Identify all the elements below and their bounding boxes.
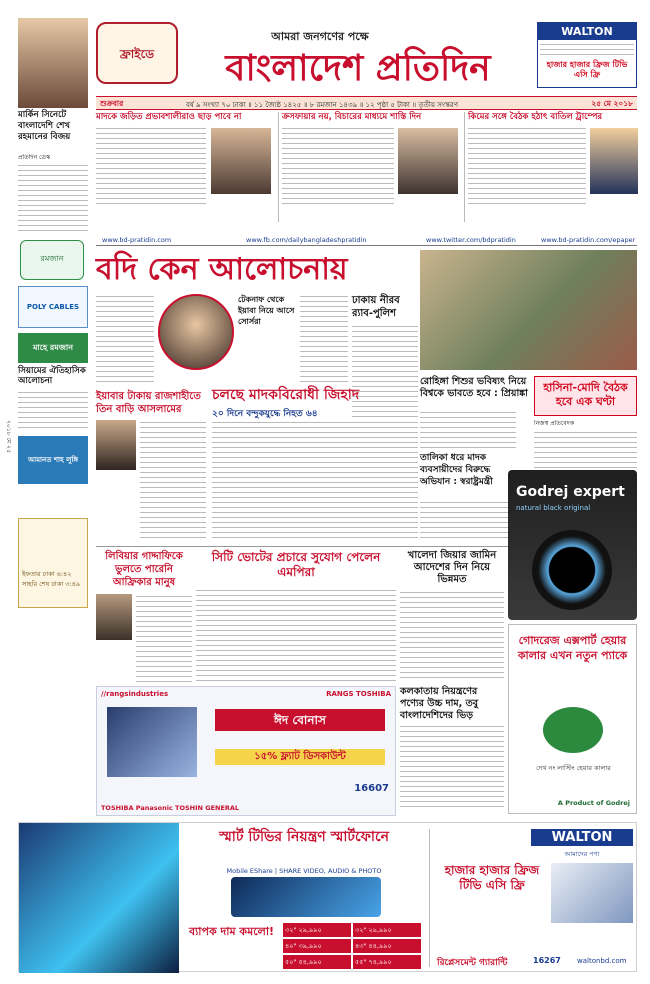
walton-slogan: আমাদের পণ্য [564,850,600,858]
hasina-byline: নিজস্ব প্রতিবেদক [534,420,575,427]
teaser-2-headline: ক্রসফায়ার নয়, বিচারের মাধ্যমে শাস্তি দিন [282,112,422,122]
left-column [18,18,88,618]
ramadan-label: রমজান [40,254,64,263]
walton-eshare: Mobile EShare | SHARE VIDEO, AUDIO & PHOTO [226,867,382,875]
walton-top-promo: হাজার হাজার ফ্রিজ টিভি এসি ফ্রি [546,60,628,79]
list-story-headline: তালিকা ধরে মাদক ব্যবসায়ীদের বিরুদ্ধে অভিযান : স্বরাষ্ট্রমন্ত্রী [420,453,493,487]
rohingya-body [420,410,516,450]
friday-badge [96,22,178,84]
lead-portrait [158,294,234,370]
price-1: ৩২" ২৯,৯৯০ [283,923,351,937]
rangs-bonus: ঈদ বোনাস [215,709,385,731]
walton-bottom-ad [18,822,637,972]
price-5: ৫০" ৫৪,৯৯০ [283,955,351,969]
rangs-ad [96,686,396,816]
teaser-1-headline: মাদকে জড়িত প্রভাবশালীরাও ছাড় পাবে না [96,112,242,122]
godrej-ad [508,470,637,620]
ramadan-body [18,390,88,430]
columnist-body [18,163,88,235]
hasina-modi-box [534,376,637,416]
secondary-subhead: ২০ দিনে বন্দুকযুদ্ধে নিহত ৬৪ [212,409,318,419]
dateline-bar [96,96,637,110]
hasina-modi-headline: হাসিনা-মোদি বৈঠক হবে এক ঘণ্টা [543,381,628,408]
teaser-3-headline: কিমের সঙ্গে বৈঠক হঠাৎ বাতিল ট্রাম্পের [468,112,603,122]
iftar-time: ইফতার ঢাকা ৬:৪২ [22,570,72,578]
mahe-label: মাহে রমজান [32,343,74,352]
walton-gift: হাজার হাজার ফ্রিজ টিভি এসি ফ্রি [444,863,540,892]
khaleda-headline: খালেদা জিয়ার জামিন আদেশের দিন নিয়ে ভিন্নমত [407,550,497,585]
teaser-2 [282,112,460,222]
price-2: ৩২" ২৯,৯৯০ [353,923,421,937]
vertical-date: ২০১৮ মে ২৫ [5,420,12,453]
walton-hotline: 16267 [533,956,561,965]
rangs-brand: RANGS TOSHIBA [326,690,391,698]
list-story-body [420,500,516,540]
walton-guarantee: রিপ্লেসমেন্ট গ্যারান্টি [437,958,508,968]
libya-headline: লিবিয়ার গাদ্দাফিকে ভুলতে পারেনি আফ্রিকার মানুষ [105,551,183,588]
walton-top-brand: WALTON [538,23,636,40]
link-epaper[interactable]: www.bd-pratidin.com/epaper [541,236,636,244]
teaser-3 [468,112,638,222]
walton-web: waltonbd.com [577,957,627,965]
newspaper-logo[interactable]: বাংলাদেশ প্রতিদিন [225,47,491,89]
rohingya-headline: রোহিঙ্গা শিশুর ভবিষ্যৎ নিয়ে বিশ্বকে ভাবতে হবে : প্রিয়াঙ্কা [420,376,528,399]
columnist-photo [18,18,88,108]
teaser-1 [96,112,274,222]
friday-badge-label: ফ্রাইডে [119,47,155,61]
walton-brand: WALTON [531,829,633,846]
lead-col-2 [300,294,348,382]
godrej-text-ad [508,624,637,814]
rangs-url: //rangsindustries [101,690,169,698]
price-6: ৫৫" ৭৪,৯৯০ [353,955,421,969]
meeting-photo [420,250,637,370]
secondary-headline: চলছে মাদকবিরোধী জিহাদ [212,387,360,403]
godrej-brand: Godrej expert [516,484,625,500]
rangs-hotline: 16607 [354,783,389,794]
lead-subhead: ঢাকায় নীরব র‌্যাব-পুলিশ [352,295,400,319]
secondary-body [212,420,418,538]
side-story-photo [96,420,136,470]
godrej-tag: natural black original [516,504,591,512]
link-web[interactable]: www.bd-pratidin.com [102,236,172,244]
kolkata-body [400,724,504,808]
lead-box: টেকনাফ থেকে ইয়াবা নিয়ে আসে সোর্সরা [238,295,295,326]
walton-price-head: ব্যাপক দাম কমলো! [189,925,275,938]
amantu-label: আমানত শাহ লুঙ্গি [27,456,79,464]
columnist-headline: মার্কিন সিনেটে বাংলাদেশি শেখ রহমানের বিজয় [18,110,71,142]
godrej-head: গোদরেজ এক্সপার্ট হেয়ার কালার এখন নতুন প্যাকে [517,634,628,662]
cables-ad [18,286,88,328]
walton-ad-image [19,823,179,973]
social-bar [96,236,637,246]
godrej-sub: দেখ নং লাস্টিং হেয়ার কালার [536,764,611,772]
dateline-day: শুক্রবার [100,99,124,108]
kolkata-headline: কলকাতায় নিয়ন্ত্রণের পণ্যের উচ্চ দাম, তবু বাংলাদেশিদের ভিড় [400,686,478,721]
ramadan-ad [20,240,84,280]
rangs-brands: TOSHIBA Panasonic TOSHIN GENERAL [101,804,240,812]
walton-smart-head: স্মার্ট টিভির নিয়ন্ত্রণ স্মার্টফোনে [219,829,389,845]
rangs-discount: ১৫% ফ্ল্যাট ডিসকাউন্ট [215,749,385,765]
side-story-headline: ইয়াবার টাকায় রাজশাহীতে তিন বাড়ি আসলামের [96,391,201,415]
tagline: আমরা জনগণের পক্ষে [271,30,369,43]
amantu-ad [18,436,88,484]
iftar-box [18,518,88,608]
lead-headline: বদি কেন আলোচনায় [96,252,348,287]
side-story-body [140,420,206,538]
walton-top-ad [537,22,637,88]
cables-label: POLY CABLES [26,303,80,311]
walton-price-grid [283,923,423,969]
godrej-foot: A Product of Godrej [557,799,630,807]
gaddafi-photo [96,594,132,640]
link-facebook[interactable]: www.fb.com/dailybangladeshpratidin [246,236,367,244]
libya-body [136,594,192,682]
price-4: ৪৩" ৪৪,৯৯০ [353,939,421,953]
lead-col-1 [96,294,154,382]
dateline-info: বর্ষ ৯ সংখ্যা ৭০ ঢাকা ॥ ১১ জ্যৈষ্ঠ ১৪২৫ ॥ ৮ রমজান ১৪৩৯ ॥ ১২ পৃষ্ঠা ৫ টাকা ॥ তৃতীয় সংস্করণ [186,101,458,109]
columnist-byline: প্রতিদিন ডেস্ক [18,154,51,161]
mahe-ramadan-box [18,333,88,363]
ramadan-discussion-title: সিয়ামের ঐতিহাসিক আলোচনা [18,366,86,386]
city-vote-body [196,588,396,682]
sehri-time: সাহরি শেষ ঢাকা ৩:৪৯ [22,580,81,588]
link-twitter[interactable]: www.twitter.com/bdpratidin [426,236,516,244]
khaleda-body [400,590,504,682]
city-vote-headline: সিটি ভোটের প্রচারে সুযোগ পেলেন এমপিরা [211,550,381,579]
dateline-date: ২৫ মে ২০১৮ [591,99,633,108]
price-3: ৪০" ৩৯,৯৯০ [283,939,351,953]
